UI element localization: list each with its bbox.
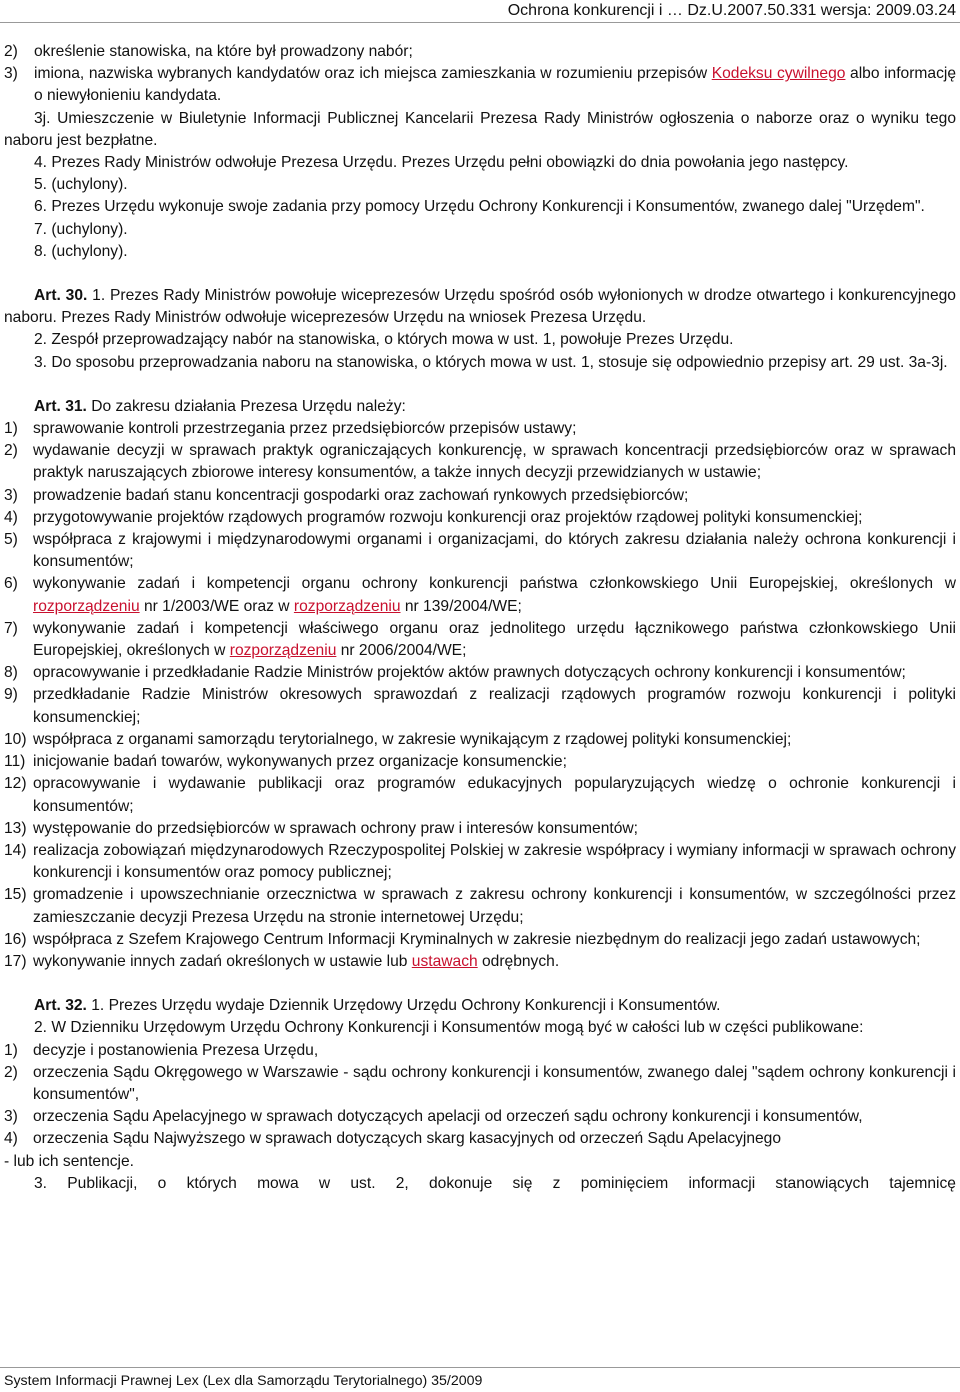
legal-reference-link[interactable]: ustawach bbox=[411, 952, 478, 970]
art32-paragraph-2: 2. W Dzienniku Urzędowym Urzędu Ochrony Konkurencji i Konsumentów mogą być w całości lub w części publikowane: bbox=[34, 1019, 864, 1037]
art32-list bbox=[4, 1040, 956, 1151]
document-body bbox=[4, 41, 956, 1195]
list-item: 4) orzeczenia Sądu Najwyższego w sprawach dotyczących skarg kasacyjnych od orzeczeń Sądu Apelacyjnego bbox=[4, 1130, 782, 1148]
header-divider bbox=[0, 22, 960, 23]
legal-reference-link[interactable]: rozporządzeniu bbox=[229, 642, 337, 660]
art30-paragraph-2: 2. Zespół przeprowadzający nabór na stanowiska, o których mowa w ust. 1, powołuje Prezes Urzędu. bbox=[34, 331, 734, 349]
list-item: 7) wykonywanie zadań i kompetencji właściwego organu oraz jednolitego urzędu łącznikowego państwa członkowskiego Unii Europejskiej, określonych w rozporządzeniu nr 2006/2004/WE; bbox=[4, 619, 956, 660]
list-item: 9) przedkładanie Radzie Ministrów okresowych sprawozdań z realizacji rządowych programów rozwoju konkurencji i polityki konsumenckiej; bbox=[4, 686, 956, 726]
article-label: Art. 31. bbox=[34, 397, 87, 415]
footer-divider bbox=[0, 1367, 960, 1368]
kodeks-cywilny-link[interactable]: Kodeksu cywilnego bbox=[711, 65, 846, 83]
art30-paragraph-1: Art. 30. 1. Prezes Rady Ministrów powołuje wiceprezesów Urzędu spośród osób wyłonionych w drodze otwartego i konkurencyjnego naboru. Prezes Rady Ministrów odwołuje wiceprezesów Urzędu na wniosek Prezesa Urzędu. bbox=[4, 287, 956, 327]
paragraph-6: 6. Prezes Urzędu wykonuje swoje zadania przy pomocy Urzędu Ochrony Konkurencji i Konsumentów, zwanego dalej "Urzędem". bbox=[34, 198, 925, 216]
list-item: 13) występowanie do przedsiębiorców w sprawach ochrony praw i interesów konsumentów; bbox=[4, 819, 638, 837]
paragraph-7: 7. (uchylony). bbox=[34, 220, 128, 238]
list-item: 14) realizacja zobowiązań międzynarodowych Rzeczypospolitej Polskiej w zakresie współpracy i wymiany informacji w sprawach ochrony konkurencji i konsumentów oraz pomocy publicznej; bbox=[4, 841, 956, 882]
list-item: 17) wykonywanie innych zadań określonych w ustawie lub ustawach odrębnych. bbox=[4, 952, 560, 970]
paragraph-4: 4. Prezes Rady Ministrów odwołuje Prezesa Urzędu. Prezes Urzędu pełni obowiązki do dnia powołania jego następcy. bbox=[34, 154, 849, 172]
art31-intro: Art. 31. Do zakresu działania Prezesa Urzędu należy: bbox=[34, 397, 406, 415]
list-item: 5) współpraca z krajowymi i międzynarodowymi organami i organizacjami, do których zakresu działania należy ochrona konkurencji i konsumentów; bbox=[4, 531, 956, 571]
legal-reference-link[interactable]: rozporządzeniu bbox=[33, 597, 140, 615]
list-item: 6) wykonywanie zadań i kompetencji organu ochrony konkurencji państwa członkowskiego Unii Europejskiej, określonych w rozporządzeniu nr 1/2003/WE oraz w rozporządzeniu nr 139/2004/WE; bbox=[4, 575, 956, 615]
list-item: 1) sprawowanie kontroli przestrzegania przez przedsiębiorców przepisów ustawy; bbox=[4, 420, 577, 438]
legal-reference-link[interactable]: rozporządzeniu bbox=[293, 597, 401, 615]
list-item: 4) przygotowywanie projektów rządowych programów rozwoju konkurencji oraz projektów rządowej polityki konsumenckiej; bbox=[4, 508, 863, 526]
list-item: 2) orzeczenia Sądu Okręgowego w Warszawie - sądu ochrony konkurencji i konsumentów, zwanego dalej "sądem ochrony konkurencji i konsumentów", bbox=[4, 1063, 956, 1103]
list-item: 12) opracowywanie i wydawanie publikacji oraz programów edukacyjnych popularyzujących wiedzę o ochronie konkurencji i konsumentów; bbox=[4, 775, 956, 815]
page-header: Ochrona konkurencji i … Dz.U.2007.50.331 wersja: 2009.03.24 bbox=[507, 2, 956, 19]
list-item: 2) określenie stanowiska, na które był prowadzony nabór; bbox=[4, 43, 413, 60]
list-item: 3) orzeczenia Sądu Apelacyjnego w sprawach dotyczących apelacji od orzeczeń sądu ochrony konkurencji i konsumentów, bbox=[4, 1108, 863, 1126]
page-footer: System Informacji Prawnej Lex (Lex dla Samorządu Terytorialnego) 35/2009 bbox=[4, 1372, 483, 1389]
list-item: 1) decyzje i postanowienia Prezesa Urzędu, bbox=[4, 1041, 319, 1059]
article-label: Art. 30. bbox=[34, 287, 88, 305]
art32-paragraph-3: 3. Publikacji, o których mowa w ust. 2, dokonuje się z pominięciem informacji stanowiących tajemnicę bbox=[34, 1174, 956, 1192]
list-item: 16) współpraca z Szefem Krajowego Centrum Informacji Kryminalnych w zakresie niezbędnym do realizacji jego zadań ustawowych; bbox=[4, 930, 921, 948]
article-label: Art. 32. bbox=[34, 997, 87, 1015]
art32-paragraph-1: Art. 32. 1. Prezes Urzędu wydaje Dziennik Urzędowy Urzędu Ochrony Konkurencji i Konsumentów. bbox=[34, 997, 721, 1015]
paragraph-8: 8. (uchylony). bbox=[34, 242, 128, 260]
art32-closing: - lub ich sentencje. bbox=[4, 1152, 135, 1170]
art30-paragraph-3: 3. Do sposobu przeprowadzania naboru na stanowiska, o których mowa w ust. 1, stosuje się odpowiednio przepisy art. 29 ust. 3a-3j. bbox=[34, 353, 948, 371]
list-item: 8) opracowywanie i przedkładanie Radzie Ministrów projektów aktów prawnych dotyczących ochrony konkurencji i konsumentów; bbox=[4, 664, 906, 682]
list-item: 2) wydawanie decyzji w sprawach praktyk ograniczających konkurencję, w sprawach koncentracji przedsiębiorców oraz w sprawach praktyk naruszających zbiorowe interesy konsumentów, a także innych decyzji przewidzianych w ustawie; bbox=[4, 442, 956, 482]
art31-list bbox=[4, 418, 956, 973]
list-item: 10) współpraca z organami samorządu terytorialnego, w zakresie wynikającym z rządowej polityki konsumenckiej; bbox=[4, 730, 792, 748]
paragraph-3j: 3j. Umieszczenie w Biuletynie Informacji Publicznej Kancelarii Prezesa Rady Ministrów ogłoszenia o naborze oraz o wyniku tego naboru jest bezpłatne. bbox=[4, 109, 956, 149]
paragraph-5: 5. (uchylony). bbox=[34, 176, 128, 194]
list-item: 11) inicjowanie badań towarów, wykonywanych przez organizacje konsumenckie; bbox=[4, 753, 567, 771]
list-item: 15) gromadzenie i upowszechnianie orzecznictwa w sprawach z zakresu ochrony konkurencji i konsumentów, w szczególności przez zamieszczanie decyzji Prezesa Urzędu na stronie internetowej Urzędu; bbox=[4, 886, 956, 926]
list-item: 3) imiona, nazwiska wybranych kandydatów oraz ich miejsca zamieszkania w rozumieniu przepisów Kodeksu cywilnego albo informację o niewyłonieniu kandydata. bbox=[4, 65, 956, 105]
list-item: 3) prowadzenie badań stanu koncentracji gospodarki oraz zachowań rynkowych przedsiębiorców; bbox=[4, 486, 689, 504]
